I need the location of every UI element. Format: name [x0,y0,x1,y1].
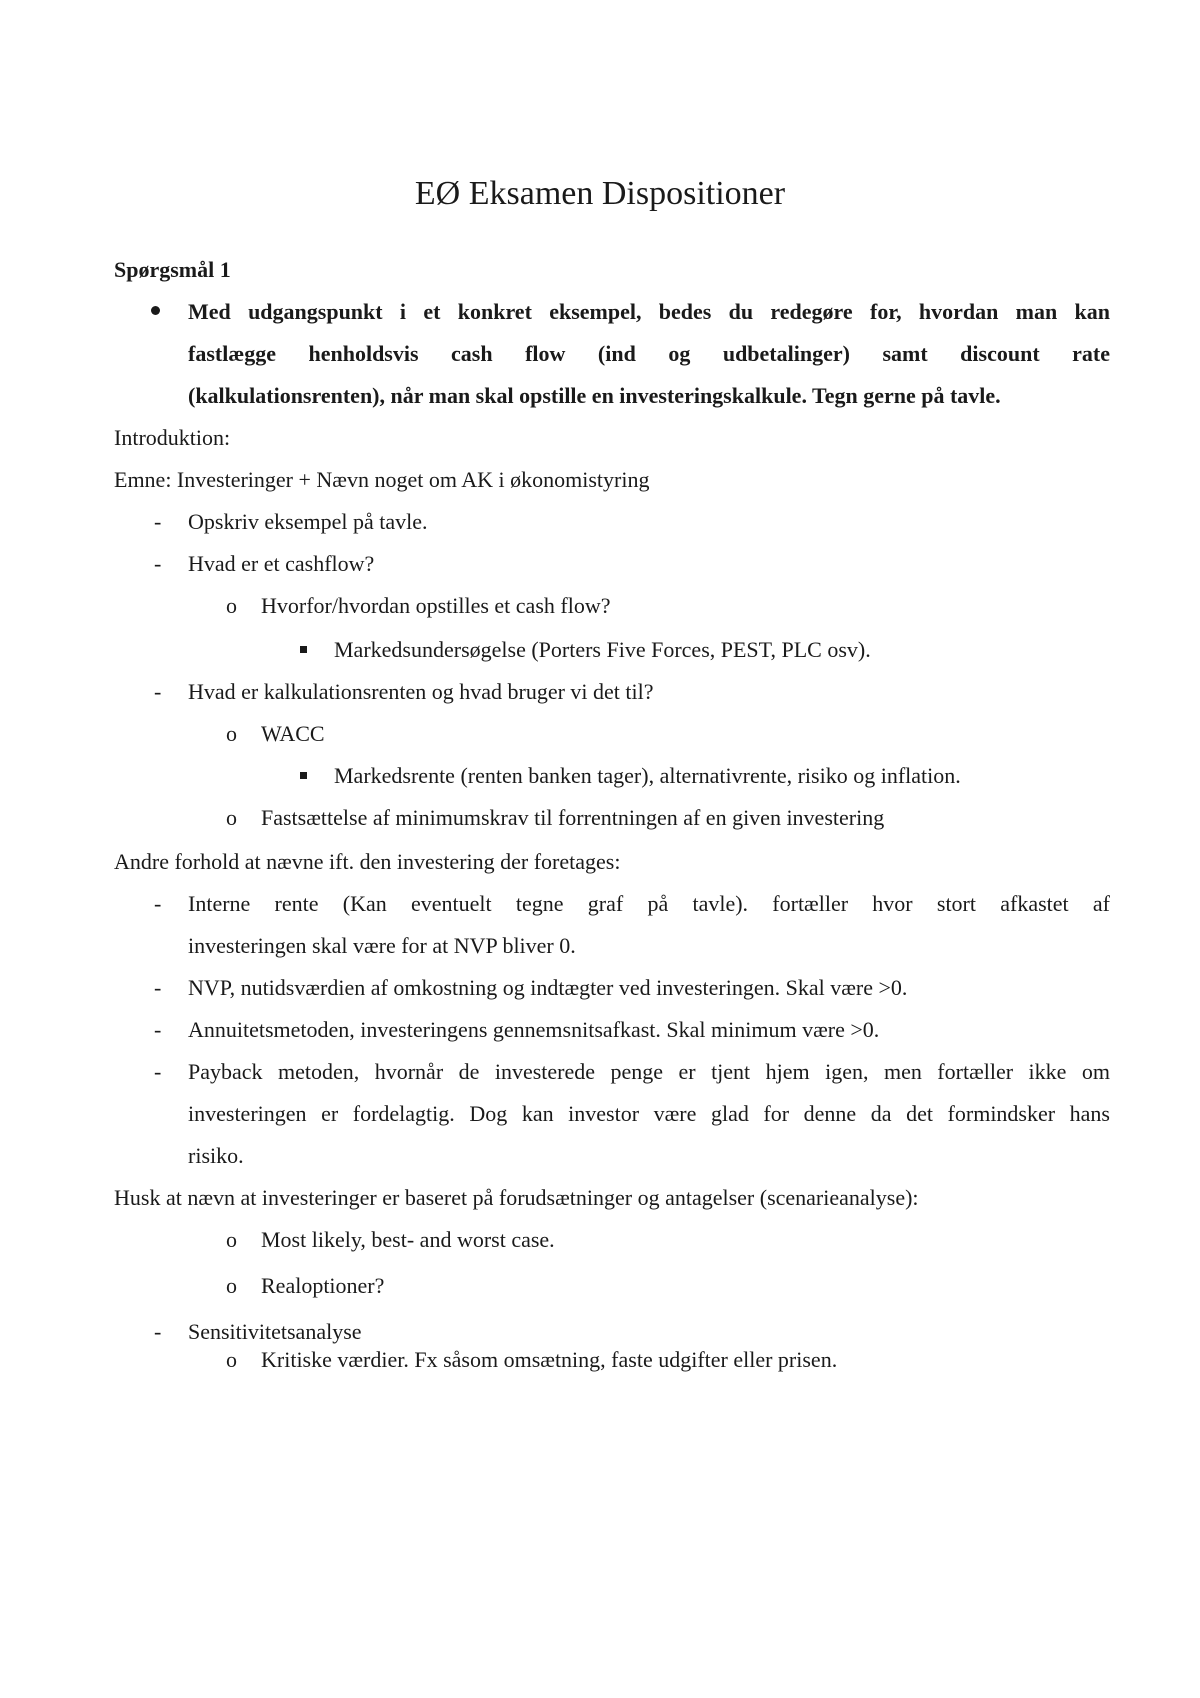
husk-label: Husk at nævn at investeringer er baseret på forudsætninger og antagelser (scenarieanalyse): [114,1185,919,1210]
list-item: WACC [261,721,325,746]
list-item: Fastsættelse af minimumskrav til forrentningen af en given investering [261,805,885,830]
list-item: NVP, nutidsværdien af omkostning og indtægter ved investeringen. Skal være >0. [188,975,908,1000]
circle-marker: o [226,593,237,618]
list-item: Sensitivitetsanalyse [188,1319,362,1344]
list-item: Payback metoden, hvornår de investerede penge er tjent hjem igen, men fortæller ikke om [188,1059,1110,1084]
andre-label: Andre forhold at nævne ift. den investering der foretages: [114,849,621,874]
dash-marker: - [154,1017,162,1042]
intro-label: Introduktion: [114,425,231,450]
dash-marker: - [154,551,162,576]
page-title: EØ Eksamen Dispositioner [414,175,786,212]
list-item: Hvad er et cashflow? [188,551,375,576]
list-item-continuation: investeringen er fordelagtig. Dog kan investor være glad for denne da det formindsker hans [188,1101,1110,1126]
list-item: Most likely, best- and worst case. [261,1227,555,1252]
list-item: Interne rente (Kan eventuelt tegne graf på tavle). fortæller hvor stort afkastet af [188,891,1110,916]
dash-marker: - [154,1319,162,1344]
list-item: Annuitetsmetoden, investeringens gennemsnitsafkast. Skal minimum være >0. [188,1017,880,1042]
circle-marker: o [226,805,237,830]
square-bullet-icon [300,772,307,779]
circle-marker: o [226,1227,237,1252]
dash-marker: - [154,679,162,704]
list-item: Realoptioner? [261,1273,385,1298]
list-item: Hvad er kalkulationsrenten og hvad bruger vi det til? [188,679,654,704]
question-line-3: (kalkulationsrenten), når man skal opstille en investeringskalkule. Tegn gerne på tavle. [188,383,1001,408]
dash-marker: - [154,509,162,534]
dash-marker: - [154,1059,162,1084]
dash-marker: - [154,975,162,1000]
circle-marker: o [226,1347,237,1372]
square-bullet-icon [300,646,307,653]
bullet-dot-icon [151,306,160,315]
circle-marker: o [226,1273,237,1298]
circle-marker: o [226,721,237,746]
emne-line: Emne: Investeringer + Nævn noget om AK i økonomistyring [114,467,650,492]
list-item-continuation: investeringen skal være for at NVP bliver 0. [188,933,576,958]
list-item: Opskriv eksempel på tavle. [188,509,428,534]
list-item: Markedsrente (renten banken tager), alternativrente, risiko og inflation. [334,763,961,788]
list-item: Kritiske værdier. Fx såsom omsætning, faste udgifter eller prisen. [261,1347,838,1372]
question-line-1: Med udgangspunkt i et konkret eksempel, bedes du redegøre for, hvordan man kan [188,299,1110,324]
question-line-2: fastlægge henholdsvis cash flow (ind og udbetalinger) samt discount rate [188,341,1110,366]
list-item-continuation: risiko. [188,1143,244,1168]
question-heading: Spørgsmål 1 [114,257,231,282]
dash-marker: - [154,891,162,916]
list-item: Markedsundersøgelse (Porters Five Forces, PEST, PLC osv). [334,637,871,662]
list-item: Hvorfor/hvordan opstilles et cash flow? [261,593,611,618]
